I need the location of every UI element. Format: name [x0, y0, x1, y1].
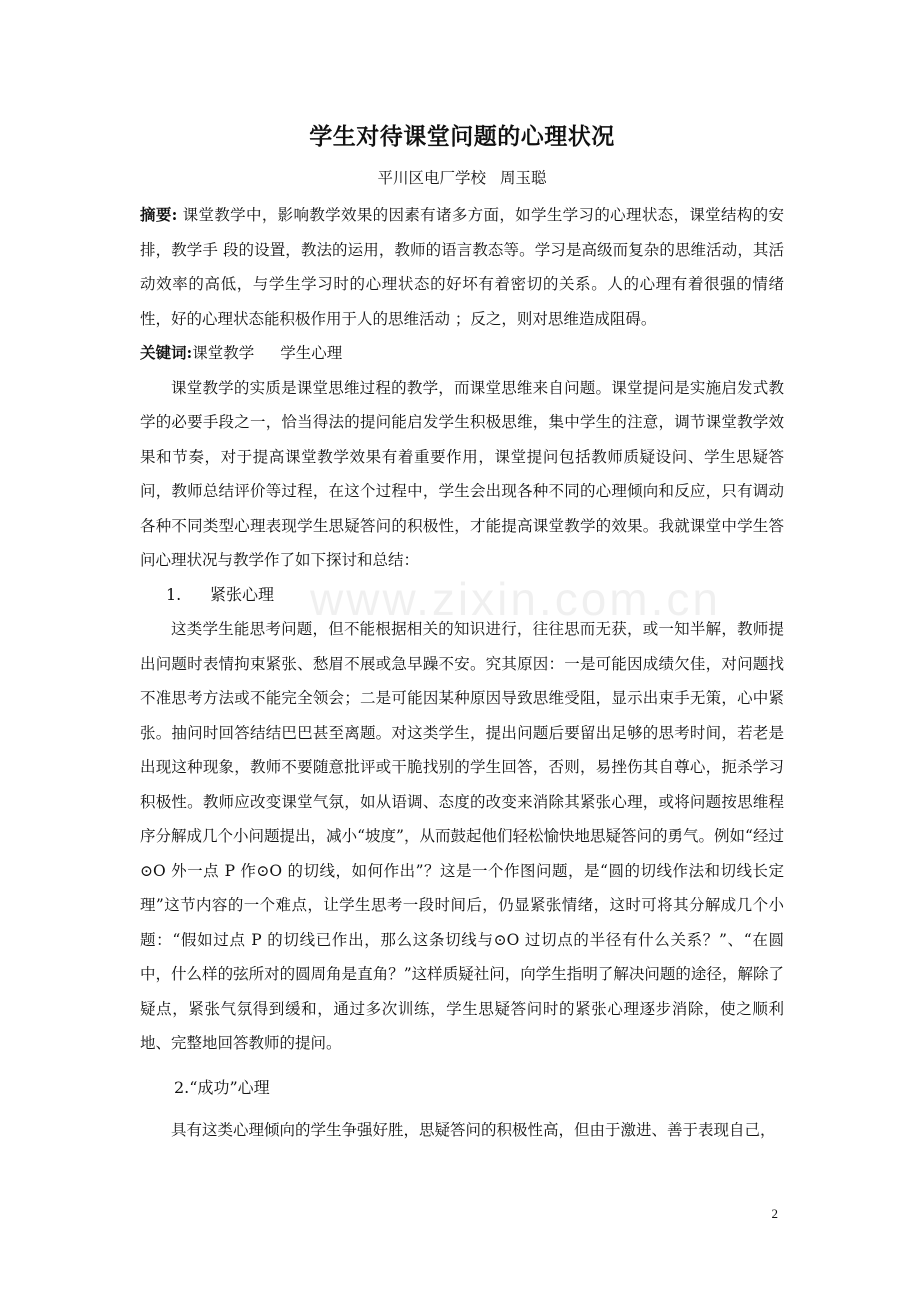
section-2-number: 2.: [174, 1077, 190, 1097]
section-1-paragraph: 这类学生能思考问题，但不能根据相关的知识进行，往往思而无获，或一知半解，教师提出问题时表情拘束紧张、愁眉不展或急早躁不安。究其原因：一是可能因成绩欠佳，对问题找不准思考方法或不能完全领会；二是可能因某种原因导致思维受阻，显示出束手无策，心中紧张。抽问时回答结结巴巴甚至离题。对这类学生，提出问题后要留出足够的思考时间，若老是出现这种现象，教师不要随意批评或干脆找别的学生回答，否则，易挫伤其自尊心，扼杀学习积极性。教师应改变课堂气氛，如从语调、态度的改变来消除其紧张心理，或将问题按思维程序分解成几个小问题提出，减小“坡度”，从而鼓起他们轻松愉快地思疑答问的勇气。例如“经过⊙O 外一点 P 作⊙O 的切线，如何作出”？这是一个作图问题，是“圆的切线作法和切线长定理”这节内容的一个难点，让学生思考一段时间后，仍显紧张情绪，这时可将其分解成几个小题：“假如过点 P 的切线已作出，那么这条切线与⊙O 过切点的半径有什么关系？”、“在圆中，什么样的弦所对的圆周角是直角？”这样质疑社问，向学生指明了解决问题的途径，解除了疑点，紧张气氛得到缓和，通过多次训练，学生思疑答问时的紧张心理逐步消除，使之顺利地、完整地回答教师的提问。: [140, 620, 784, 1052]
section-1-number: 1.: [166, 584, 182, 604]
section-2-paragraph: 具有这类心理倾向的学生争强好胜，思疑答问的积极性高，但由于激进、善于表现自己，: [171, 1121, 776, 1139]
keywords: [140, 336, 784, 371]
section-2-title: “成功”心理: [189, 1077, 270, 1097]
byline: [140, 166, 784, 190]
section-1-heading: [140, 578, 784, 613]
section-1-title: 紧张心理: [210, 584, 275, 604]
page-number: 2: [771, 1206, 778, 1221]
keyword-2: 学生心理: [280, 344, 343, 362]
section-2-heading: [140, 1071, 784, 1106]
byline-author: 周玉聪: [500, 169, 547, 187]
document-body: [140, 118, 784, 1148]
watermark: www.zixin.com.cn: [310, 573, 721, 625]
abstract-text: 课堂教学中，影响教学效果的因素有诸多方面，如学生学习的心理状态，课堂结构的安排，教学手 段的设置，教法的运用，教师的语言教态等。学习是高级而复杂的思维活动，其活动效率的高低，与学生学习时的心理状态的好坏有着密切的关系。人的心理有着很强的情绪性，好的心理状态能积极作用于人的思维活动 ；反之，则对思维造成阻碍。: [140, 206, 784, 328]
keywords-label: 关键词:: [140, 343, 193, 362]
abstract-label: 摘要:: [140, 205, 178, 224]
byline-school: 平川区电厂学校: [377, 169, 486, 187]
document-title: 学生对待课堂问题的心理状况: [309, 123, 615, 150]
intro-paragraph: 课堂教学的实质是课堂思维过程的教学，而课堂思维来自问题。课堂提问是实施启发式教学的必要手段之一，恰当得法的提问能启发学生积极思维，集中学生的注意，调节课堂教学效果和节奏，对于提高课堂教学效果有着重要作用，课堂提问包括教师质疑设问、学生思疑答问，教师总结评价等过程，在这个过程中，学生会出现各种不同的心理倾向和反应，只有调动各种不同类型心理表现学生思疑答问的积极性，才能提高课堂教学的效果。我就课堂中学生答问心理状况与教学作了如下探讨和总结：: [140, 378, 784, 569]
keyword-1: 课堂教学: [192, 344, 255, 362]
abstract: [140, 198, 784, 336]
